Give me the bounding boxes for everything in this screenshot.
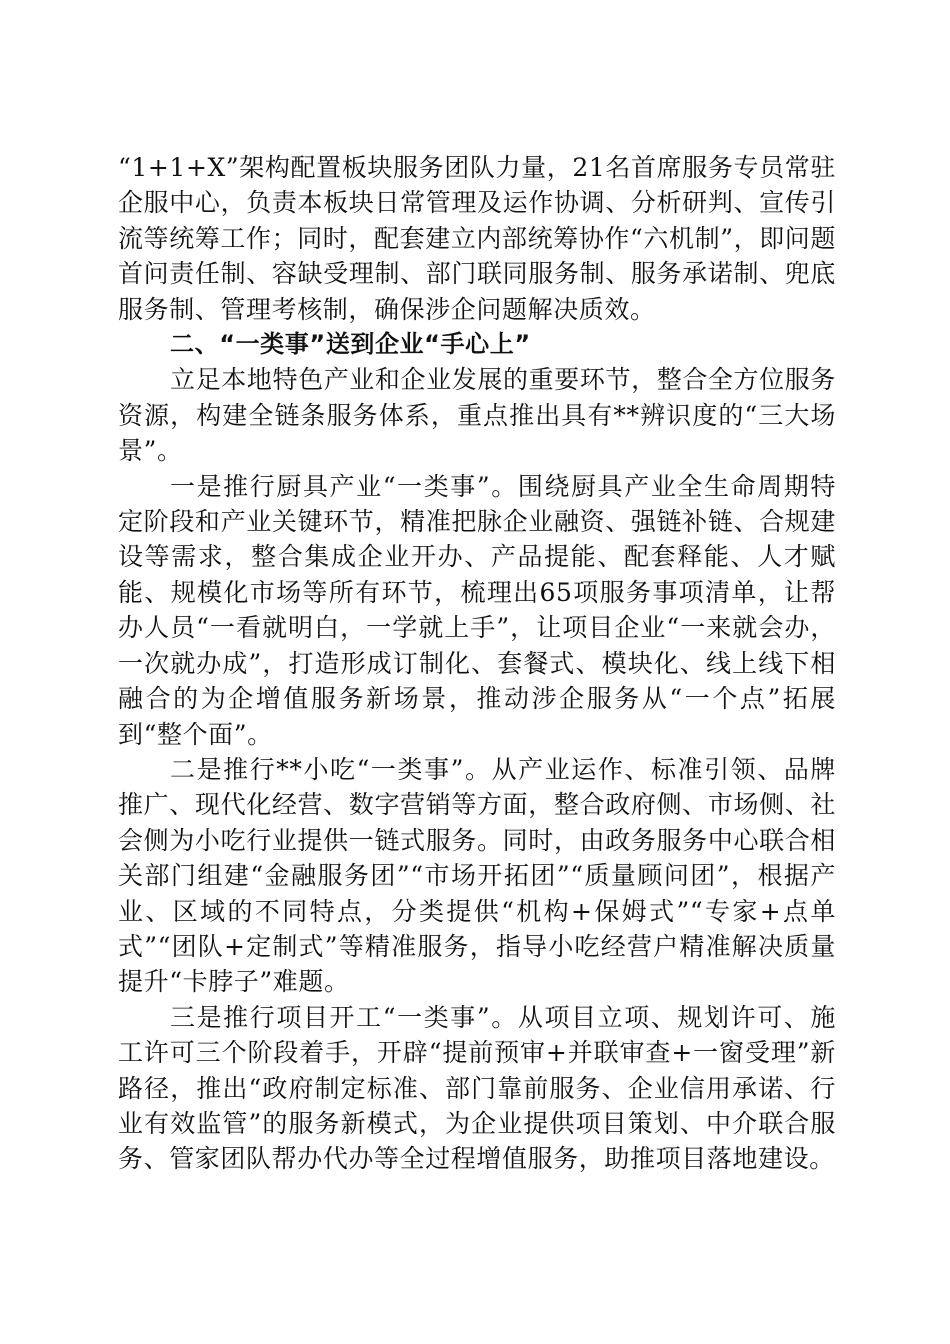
paragraph-kitchenware-industry: 一是推行厨具产业“一类事”。围绕厨具产业全生命周期特定阶段和产业关键环节，精准把脉企业融资、强链补链、合规建设等需求，整合集成企业开办、产品提能、配套释能、人才赋能、规模化市场等所有环节，梳理出65项服务事项清单，让帮办人员“一看就明白，一学就上手”，让项目企业“一来就会办，一次就办成”，打造形成订制化、套餐式、模块化、线上线下相融合的为企增值服务新场景，推动涉企服务从“一个点”拓展到“整个面”。 [118,471,836,749]
section-heading-2: 二、“一类事”送到企业“手心上” [170,330,531,359]
paragraph-project-construction: 三是推行项目开工“一类事”。从项目立项、规划许可、施工许可三个阶段着手，开辟“提前预审+并联审查+一窗受理”新路径，推出“政府制定标准、部门靠前服务、企业信用承诺、行业有效监管”的服务新模式，为企业提供项目策划、中介联合服务、管家团队帮办代办等全过程增值服务，助推项目落地建设。 [118,1002,836,1174]
paragraph-three-scenarios-intro: 立足本地特色产业和企业发展的重要环节，整合全方位服务资源，构建全链条服务体系，重点推出具有**辨识度的“三大场景”。 [118,365,836,466]
document-page [118,150,836,1177]
paragraph-team-structure: “1+1+X”架构配置板块服务团队力量，21名首席服务专员常驻企服中心，负责本板块日常管理及运作协调、分析研判、宣传引流等统筹工作；同时，配套建立内部统筹协作“六机制”，即问题首问责任制、容缺受理制、部门联同服务制、服务承诺制、兜底服务制、管理考核制，确保涉企问题解决质效。 [118,153,836,324]
paragraph-snack-industry: 二是推行**小吃“一类事”。从产业运作、标准引领、品牌推广、现代化经营、数字营销等方面，整合政府侧、市场侧、社会侧为小吃行业提供一链式服务。同时，由政务服务中心联合相关部门组建“金融服务团”“市场开拓团”“质量顾问团”，根据产业、区域的不同特点，分类提供“机构+保姆式”“专家+点单式”“团队+定制式”等精准服务，指导小吃经营户精准解决质量提升“卡脖子”难题。 [118,754,836,997]
